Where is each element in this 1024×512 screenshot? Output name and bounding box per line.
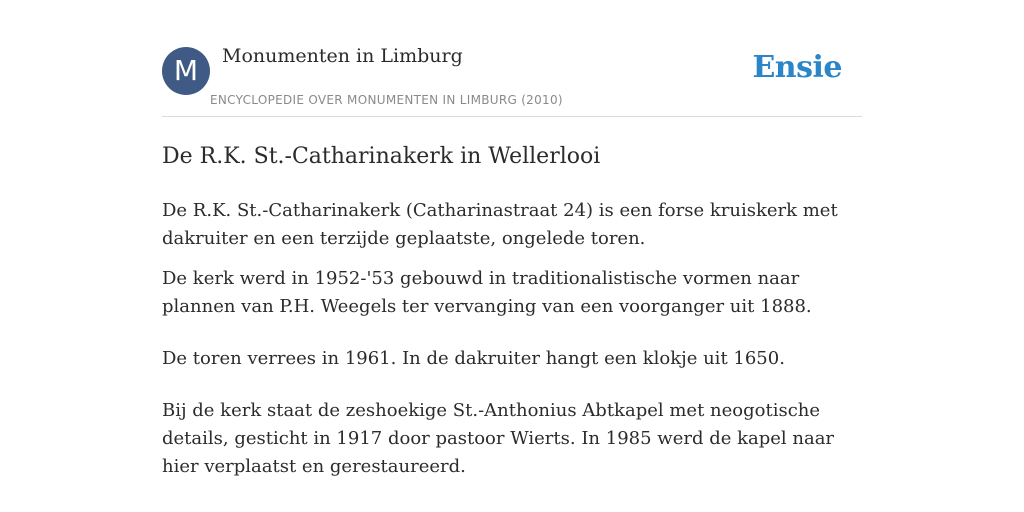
content-wrapper: [162, 0, 862, 493]
avatar[interactable]: M: [162, 47, 210, 95]
article-paragraph: De R.K. St.-Catharinakerk (Catharinastraat 24) is een forse kruiskerk met dakruiter en een terzijde geplaatste, ongelede toren.: [162, 200, 838, 249]
article-paragraph: De toren verrees in 1961. In de dakruiter hangt een klokje uit 1650.: [162, 348, 785, 369]
article-body: [162, 197, 862, 481]
article-paragraph: De kerk werd in 1952-'53 gebouwd in traditionalistische vormen naar plannen van P.H. Weegels ter vervanging van een voorganger uit 1888.: [162, 268, 812, 317]
source-title[interactable]: Monumenten in Limburg: [222, 45, 463, 67]
brand-logo[interactable]: Ensie: [752, 50, 842, 85]
article-paragraph: Bij de kerk staat de zeshoekige St.-Anthonius Abtkapel met neogotische details, gesticht in 1917 door pastoor Wierts. In 1985 werd de kapel naar hier verplaatst en gerestaureerd.: [162, 400, 835, 477]
source-subtitle: ENCYCLOPEDIE OVER MONUMENTEN IN LIMBURG (2010): [210, 93, 563, 107]
article-title: De R.K. St.-Catharinakerk in Wellerlooi: [162, 144, 601, 169]
source-header: [162, 0, 862, 117]
